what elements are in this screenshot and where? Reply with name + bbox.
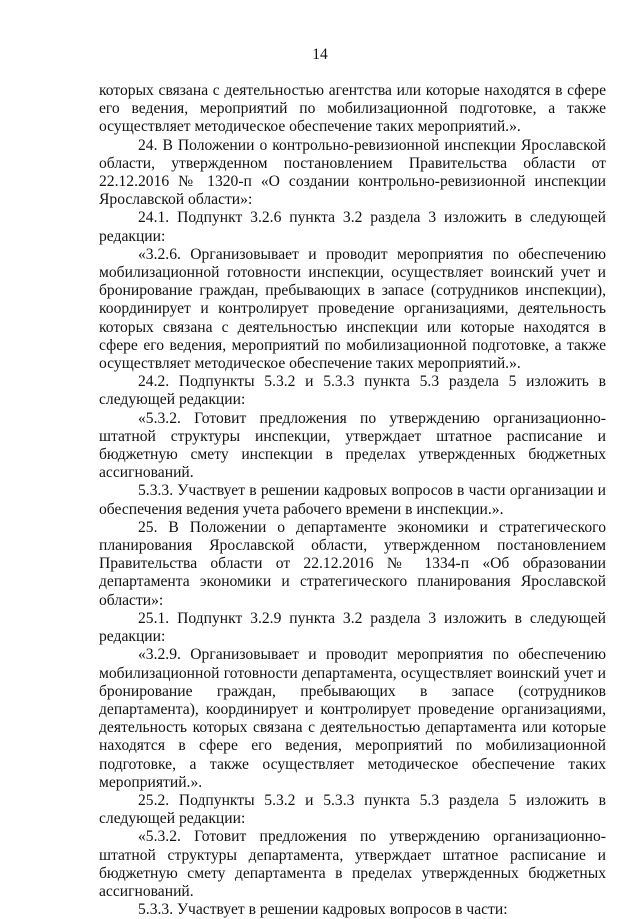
paragraph-quote-3-2-9: «3.2.9. Организовывает и проводит мероприятия по обеспечению мобилизационной готовности департамента, осуществляет воинский учет и бронирование граждан, пребывающих в запасе (сотрудников департамента), координирует и контролирует проведение организациями, деятельность которых связана с деятельностью департамента или которые находятся в сфере его ведения, мероприятий по мобилизационной подготовке, а также осуществляет методическое обеспечение таких мероприятий.». bbox=[99, 646, 606, 791]
paragraph-item-24: 24. В Положении о контрольно-ревизионной инспекции Ярославской области, утвержденном постановлением Правительства области от 22.12.2016 № 1320-п «О создании контрольно-ревизионной инспекции Ярославской области»: bbox=[99, 136, 606, 209]
paragraph-item-25-2: 25.2. Подпункты 5.3.2 и 5.3.3 пункта 5.3 раздела 5 изложить в следующей редакции: bbox=[99, 791, 606, 828]
paragraph-quote-3-2-6: «3.2.6. Организовывает и проводит мероприятия по обеспечению мобилизационной готовности инспекции, осуществляет воинский учет и бронирование граждан, пребывающих в запасе (сотрудников инспекции), координирует и контролирует проведение организациями, деятельность которых связана с деятельностью инспекции или которые находятся в сфере его ведения, мероприятий по мобилизационной подготовке, а также осуществляет методическое обеспечение таких мероприятий.». bbox=[99, 245, 606, 373]
paragraph-quote-5-3-2-department: «5.3.2. Готовит предложения по утверждению организационно-штатной структуры департамента, утверждает штатное расписание и бюджетную смету департамента в пределах утвержденных бюджетных ассигнований. bbox=[99, 828, 606, 900]
paragraph-item-25-1: 25.1. Подпункт 3.2.9 пункта 3.2 раздела 3 изложить в следующей редакции: bbox=[99, 609, 606, 646]
paragraph-5-3-3-department: 5.3.3. Участвует в решении кадровых вопросов в части: bbox=[138, 901, 508, 919]
document-body bbox=[99, 82, 606, 919]
paragraph-item-25: 25. В Положении о департаменте экономики и стратегического планирования Ярославской области, утвержденном постановлением Правительства области от 22.12.2016 № 1334-п «Об образовании департамента экономики и стратегического планирования Ярославской области»: bbox=[99, 518, 606, 609]
page-number: 14 bbox=[312, 46, 328, 63]
paragraph-item-24-2: 24.2. Подпункты 5.3.2 и 5.3.3 пункта 5.3 раздела 5 изложить в следующей редакции: bbox=[99, 373, 606, 409]
paragraph-quote-5-3-2-inspection: «5.3.2. Готовит предложения по утверждению организационно-штатной структуры инспекции, утверждает штатное расписание и бюджетную смету инспекции в пределах утвержденных бюджетных ассигнований. bbox=[99, 409, 606, 482]
paragraph-continuation: которых связана с деятельностью агентства или которые находятся в сфере его ведения, мероприятий по мобилизационной подготовке, а также осуществляет методическое обеспечение таких мероприятий.». bbox=[99, 82, 606, 136]
paragraph-5-3-3-inspection: 5.3.3. Участвует в решении кадровых вопросов в части организации и обеспечения ведения учета рабочего времени в инспекции.». bbox=[99, 482, 606, 518]
paragraph-item-24-1: 24.1. Подпункт 3.2.6 пункта 3.2 раздела 3 изложить в следующей редакции: bbox=[99, 209, 606, 245]
